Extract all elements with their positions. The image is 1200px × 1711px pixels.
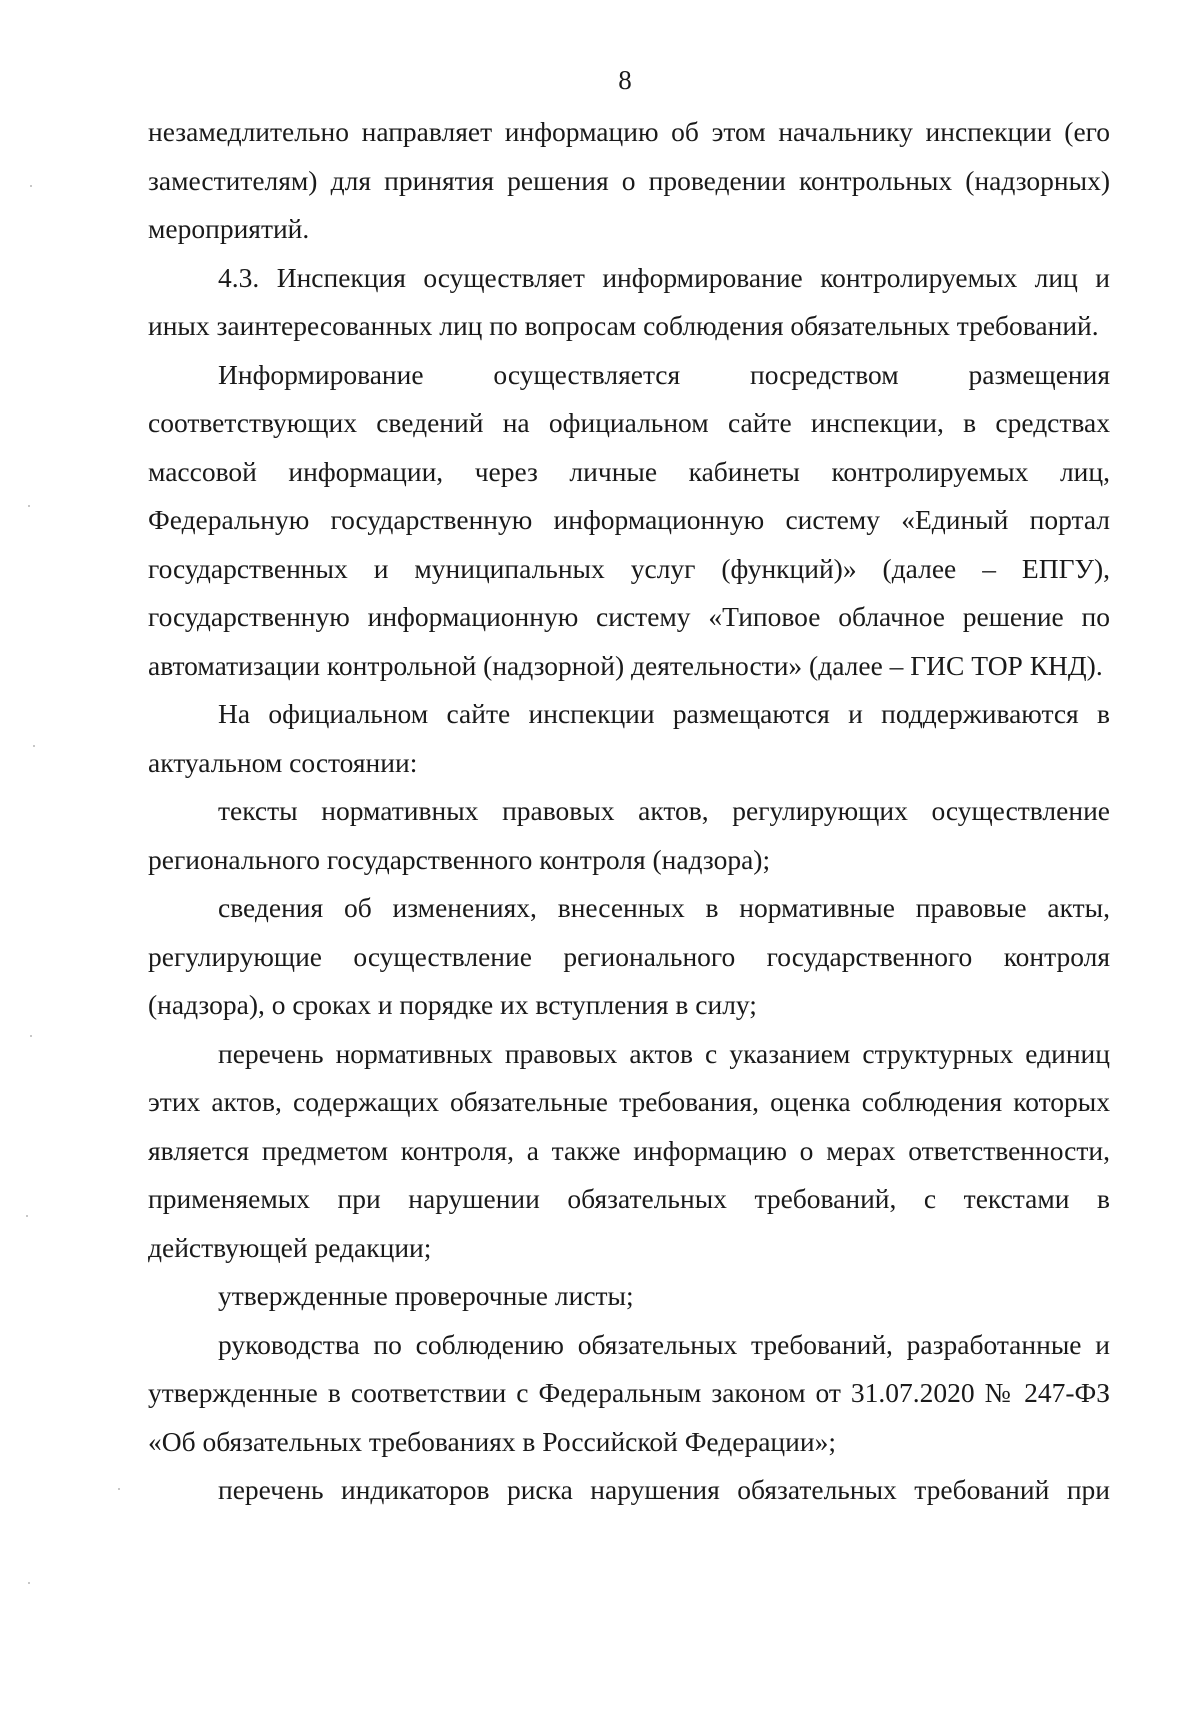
list-item-amendments: сведения об изменениях, внесенных в нормативные правовые акты, регулирующие осуществление регионального государственного контроля (надзора), о сроках и порядке их вступления в силу; <box>148 892 1110 1020</box>
list-item-checklists: утвержденные проверочные листы; <box>218 1280 634 1311</box>
paragraph-website-intro: На официальном сайте инспекции размещаются и поддерживаются в актуальном состоянии: <box>148 698 1110 778</box>
scan-speck <box>33 745 35 747</box>
paragraph-informing-means: Информирование осуществляется посредством размещения соответствующих сведений на официальном сайте инспекции, в средствах массовой информации, через личные кабинеты контролируемых лиц, Федеральную государственную информационную систему «Единый портал государственных и муниципальных услуг (функций)» (далее – ЕПГУ), государственную информационную систему «Типовое облачное решение по автоматизации контрольной (надзорной) деятельности» (далее – ГИС ТОР КНД). <box>148 358 1110 681</box>
list-item-risk-indicators: перечень индикаторов риска нарушения обязательных требований при <box>218 1474 1110 1505</box>
scan-speck <box>28 1582 30 1584</box>
list-item-legal-texts: тексты нормативных правовых актов, регулирующих осуществление регионального государственного контроля (надзора); <box>148 795 1110 875</box>
paragraph-section-4-3: 4.3. Инспекция осуществляет информирование контролируемых лиц и иных заинтересованных лиц по вопросам соблюдения обязательных требований. <box>148 261 1110 341</box>
scan-speck <box>28 505 30 507</box>
scan-speck <box>26 1215 28 1217</box>
paragraph-continuation: незамедлительно направляет информацию об этом начальнику инспекции (его заместителям) для принятия решения о проведении контрольных (надзорных) мероприятий. <box>148 116 1110 244</box>
list-item-guidelines: руководства по соблюдению обязательных требований, разработанные и утвержденные в соответствии с Федеральным законом от 31.07.2020 № 247-ФЗ «Об обязательных требованиях в Российской Федерации»; <box>148 1328 1110 1457</box>
list-item-acts-list: перечень нормативных правовых актов с указанием структурных единиц этих актов, содержащих обязательные требования, оценка соблюдения которых является предметом контроля, а также информацию о мерах ответственности, применяемых при нарушении обязательных требований, с текстами в действующей редакции; <box>148 1037 1110 1263</box>
scan-speck <box>30 1035 32 1037</box>
scan-speck <box>118 1488 120 1490</box>
page-number: 8 <box>618 65 632 95</box>
scan-speck <box>30 185 32 187</box>
document-body <box>148 108 1110 1515</box>
